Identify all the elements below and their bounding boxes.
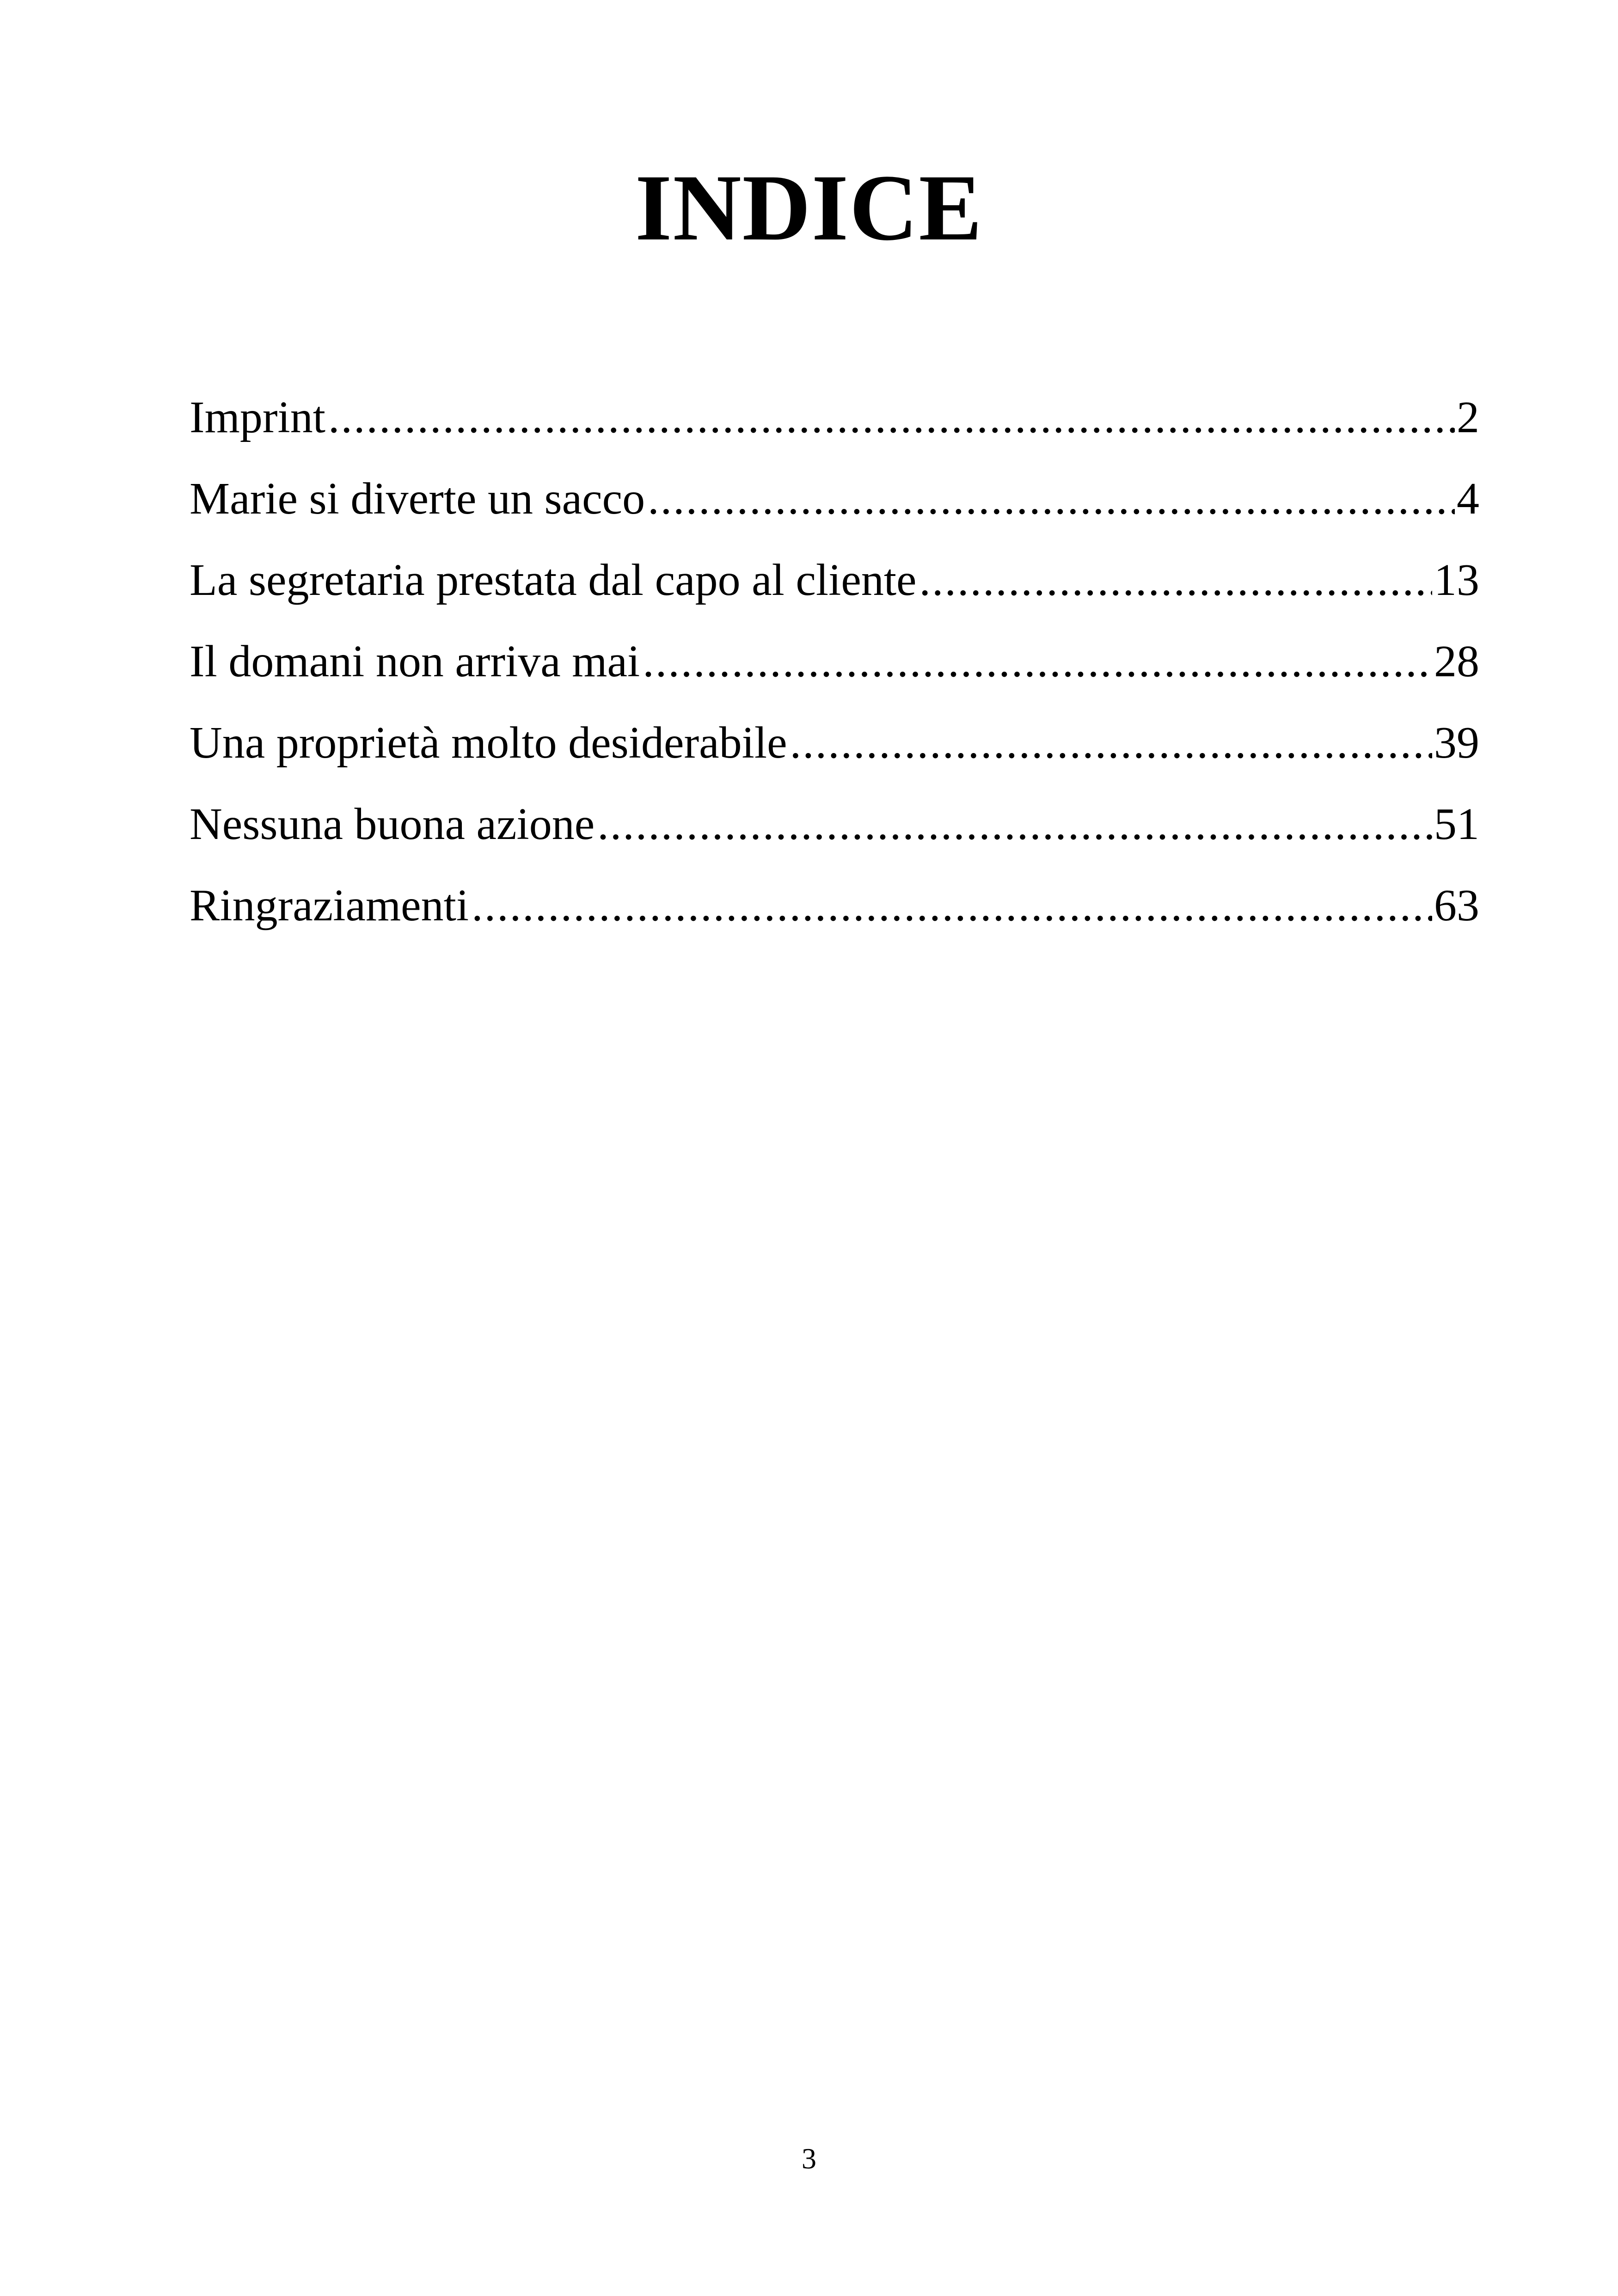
toc-entry-page: 39 <box>1434 718 1479 768</box>
toc-entry-label: Marie si diverte un sacco <box>190 474 645 524</box>
toc-dot-leader <box>919 545 1432 615</box>
toc-entry-page: 28 <box>1434 637 1479 686</box>
toc-entry-label: Il domani non arriva mai <box>190 637 640 686</box>
toc-entry-ringraziamenti[interactable] <box>190 871 1479 952</box>
toc-entry-imprint[interactable] <box>190 383 1479 464</box>
toc-entry-la-segretaria[interactable] <box>190 545 1479 627</box>
toc-entry-label: Imprint <box>190 392 325 442</box>
toc-entry-page: 63 <box>1434 881 1479 931</box>
toc-entry-page: 13 <box>1434 555 1479 605</box>
toc-entry-una-proprieta[interactable] <box>190 708 1479 790</box>
table-of-contents <box>190 383 1479 952</box>
toc-entry-page: 51 <box>1434 799 1479 849</box>
toc-dot-leader <box>597 790 1432 859</box>
toc-entry-page: 2 <box>1457 392 1479 442</box>
toc-entry-marie-si-diverte[interactable] <box>190 464 1479 545</box>
page-title: INDICE <box>635 155 983 260</box>
toc-dot-leader <box>328 383 1455 452</box>
toc-entry-label: La segretaria prestata dal capo al cliente <box>190 555 917 605</box>
toc-dot-leader <box>648 464 1455 533</box>
toc-entry-label: Ringraziamenti <box>190 881 469 931</box>
toc-entry-page: 4 <box>1457 474 1479 524</box>
toc-entry-il-domani[interactable] <box>190 627 1479 708</box>
toc-entry-label: Una proprietà molto desiderabile <box>190 718 787 768</box>
toc-dot-leader <box>643 627 1432 696</box>
toc-entry-nessuna-buona-azione[interactable] <box>190 790 1479 871</box>
toc-entry-label: Nessuna buona azione <box>190 799 595 849</box>
toc-dot-leader <box>790 708 1432 778</box>
toc-dot-leader <box>472 871 1432 940</box>
page-number: 3 <box>802 2142 816 2175</box>
